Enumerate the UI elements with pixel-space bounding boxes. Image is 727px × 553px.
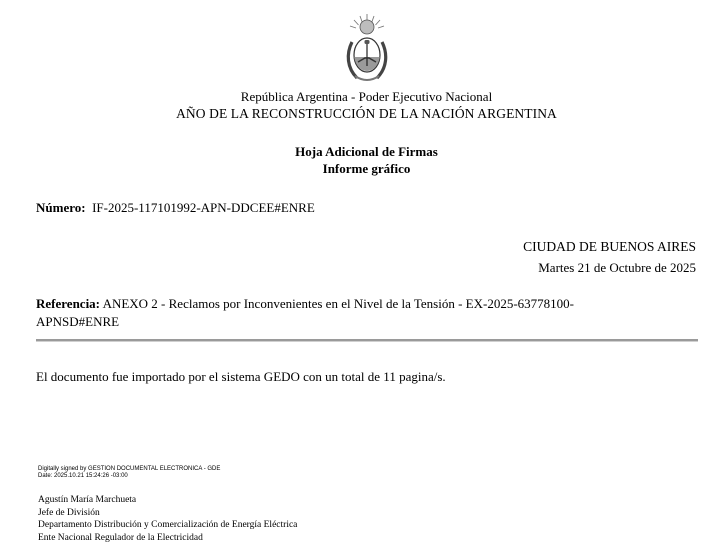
header-line-republica: República Argentina - Poder Ejecutivo Nacional — [240, 89, 493, 104]
reference-value: ANEXO 2 - Reclamos por Inconvenientes en el Nivel de la Tensión - EX-2025-63778100- — [102, 296, 574, 311]
signer-role: Jefe de División — [38, 507, 100, 518]
digital-signature-stamp — [38, 466, 220, 479]
document-number-label: Número: — [36, 200, 86, 215]
body-text: El documento fue importado por el sistema GEDO con un total de 11 pagina/s. — [36, 369, 446, 384]
digital-signature-date: Date: 2025.10.21 15:24:26 -03:00 — [38, 472, 128, 479]
city: CIUDAD DE BUENOS AIRES — [523, 239, 696, 254]
signer-entity: Ente Nacional Regulador de la Electricidad — [38, 532, 203, 543]
header-line-anio: AÑO DE LA RECONSTRUCCIÓN DE LA NACIÓN ARGENTINA — [176, 106, 557, 121]
reference — [36, 295, 666, 331]
digital-signature-signer: Digitally signed by GESTION DOCUMENTAL ELECTRONICA - GDE — [38, 466, 221, 472]
document-number — [36, 200, 315, 216]
divider — [36, 339, 698, 342]
coat-of-arms-seal-icon — [343, 12, 391, 86]
document-subtitle: Informe gráfico — [322, 161, 411, 176]
signer-department: Departamento Distribución y Comercialización de Energía Eléctrica — [38, 520, 298, 531]
reference-value-continued: APNSD#ENRE — [36, 314, 120, 329]
document-title: Hoja Adicional de Firmas — [295, 144, 438, 159]
signer-name: Agustín María Marchueta — [38, 495, 137, 505]
document-number-value: IF-2025-117101992-APN-DDCEE#ENRE — [92, 200, 315, 215]
signer-block — [38, 494, 297, 544]
date: Martes 21 de Octubre de 2025 — [538, 260, 696, 275]
reference-label: Referencia: — [36, 296, 101, 311]
